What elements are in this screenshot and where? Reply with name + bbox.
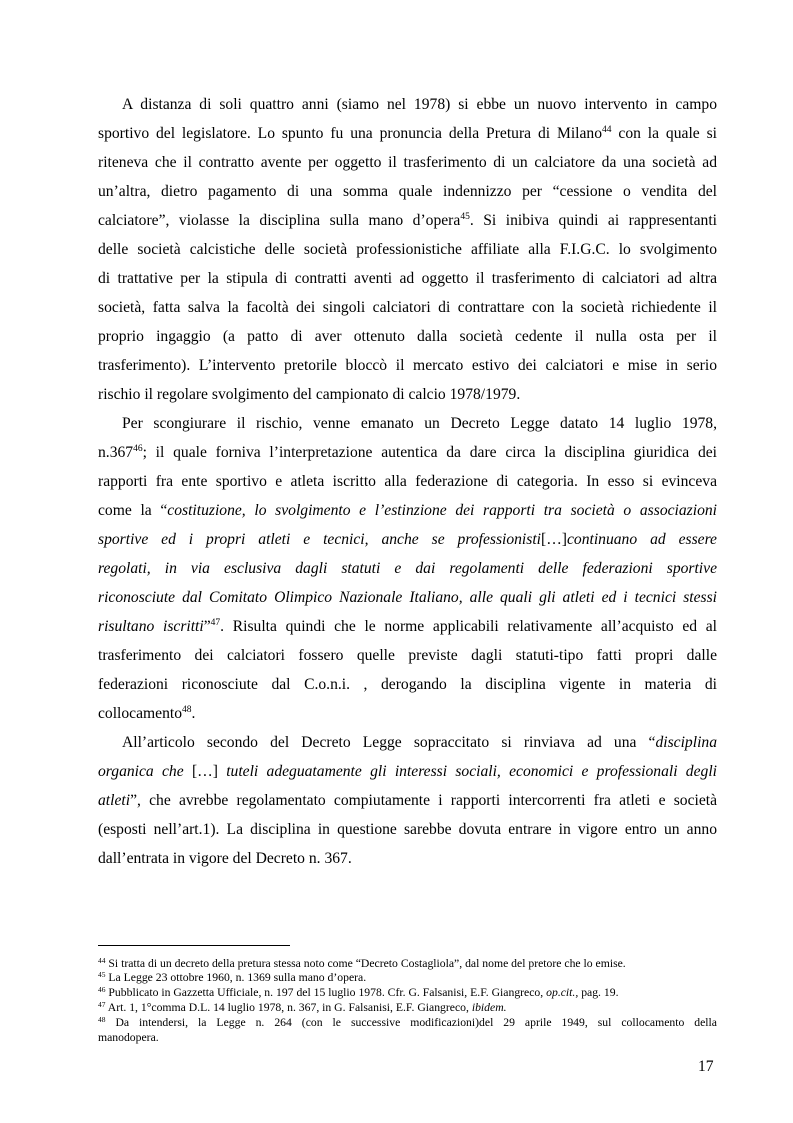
footnote-separator xyxy=(98,945,290,946)
body-line: rischio il regolare svolgimento del campionato di calcio 1978/1979. xyxy=(98,386,521,403)
body-line: dall’entrata in vigore del Decreto n. 367. xyxy=(98,850,352,867)
body-line: collocamento$^{48}$. xyxy=(98,705,196,722)
body-line: proprio ingaggio (a patto di aver ottenuto dalla società cedente il nulla osta per il xyxy=(98,328,717,345)
page-number: 17 xyxy=(698,1058,714,1075)
body-line: come la “costituzione, lo svolgimento e l’estinzione dei rapporti tra società o associazioni xyxy=(98,502,717,519)
body-line: sportivo del legislatore. Lo spunto fu una pronuncia della Pretura di Milano$^{44}$ con la quale si xyxy=(98,125,717,142)
footnote-46: $^{46}$ Pubblicato in Gazzetta Ufficiale, n. 197 del 15 luglio 1978. Cfr. G. Falsanisi, E.F. Giangreco, op.cit., pag. 19. xyxy=(98,985,619,999)
body-line: delle società calcistiche delle società professionistiche affiliate alla F.I.G.C. lo svolgimento xyxy=(98,241,717,258)
footnote-45: $^{45}$ La Legge 23 ottobre 1960, n. 1369 sulla mano d’opera. xyxy=(98,970,367,984)
body-line: All’articolo secondo del Decreto Legge sopraccitato si rinviava ad una “disciplina xyxy=(122,734,717,751)
body-line: regolati, in via esclusiva dagli statuti e dai regolamenti delle federazioni sportive xyxy=(98,560,717,577)
footnote-48: $^{48}$ Da intendersi, la Legge n. 264 (con le successive modificazioni)del 29 aprile 1949, sul collocamento della xyxy=(98,1015,717,1029)
body-line: di trattative per la stipula di contratti aventi ad oggetto il trasferimento di calciatori ad altra xyxy=(98,270,717,287)
body-line: (esposti nell’art.1). La disciplina in questione sarebbe dovuta entrare in vigore entro un anno xyxy=(98,821,717,838)
body-line: federazioni riconosciute dal C.o.n.i. , derogando la disciplina vigente in materia di xyxy=(98,676,717,693)
body-line: Per scongiurare il rischio, venne emanato un Decreto Legge datato 14 luglio 1978, xyxy=(122,415,717,432)
footnote-ref[interactable]: 46 xyxy=(133,444,143,454)
footnote-47: $^{47}$ Art. 1, 1°comma D.L. 14 luglio 1978, n. 367, in G. Falsanisi, E.F. Giangreco, ibidem. xyxy=(98,1000,507,1014)
body-line: un’altra, dietro pagamento di una somma quale indennizzo per “cessione o vendita del xyxy=(98,183,717,200)
body-line: trasferimento dei calciatori fossero quelle previste dagli statuti-tipo fatti propri dalle xyxy=(98,647,717,664)
body-line: n.367$^{46}$; il quale forniva l’interpretazione autentica da dare circa la disciplina giuridica dei xyxy=(98,444,717,461)
footnote-48-continuation: manodopera. xyxy=(98,1031,159,1044)
body-line: calciatore”, violasse la disciplina sulla mano d’opera$^{45}$. Si inibiva quindi ai rappresentanti xyxy=(98,212,717,229)
footnote-ref[interactable]: 48 xyxy=(182,705,192,715)
body-line: riconosciute dal Comitato Olimpico Nazionale Italiano, alle quali gli atleti ed i tecnici stessi xyxy=(98,589,717,606)
body-line: atleti”, che avrebbe regolamentato compiutamente i rapporti intercorrenti fra atleti e società xyxy=(98,792,717,809)
footnote-44: $^{44}$ Si tratta di un decreto della pretura stessa noto come “Decreto Costagliola”, dal nome del pretore che lo emise. xyxy=(98,956,626,970)
body-line: società, fatta salva la facoltà dei singoli calciatori di contrattare con la società richiedente il xyxy=(98,299,717,316)
body-line: sportive ed i propri atleti e tecnici, anche se professionisti[…]continuano ad essere xyxy=(98,531,717,548)
body-line: A distanza di soli quattro anni (siamo nel 1978) si ebbe un nuovo intervento in campo xyxy=(122,96,717,113)
body-line: risultano iscritti”$^{47}$. Risulta quindi che le norme applicabili relativamente all’acquisto ed al xyxy=(98,618,717,635)
footnote-ref[interactable]: 47 xyxy=(210,618,221,628)
body-line: trasferimento). L’intervento pretorile bloccò il mercato estivo dei calciatori e mise in serio xyxy=(98,357,717,374)
body-line: organica che […] tuteli adeguatamente gli interessi sociali, economici e professionali degli xyxy=(98,763,717,780)
footnote-ref[interactable]: 45 xyxy=(460,212,470,222)
body-line: riteneva che il contratto avente per oggetto il trasferimento di un calciatore da una società ad xyxy=(98,154,717,171)
body-line: rapporti fra ente sportivo e atleta iscritto alla federazione di categoria. In esso si evinceva xyxy=(98,473,717,490)
footnote-ref[interactable]: 44 xyxy=(602,125,612,135)
